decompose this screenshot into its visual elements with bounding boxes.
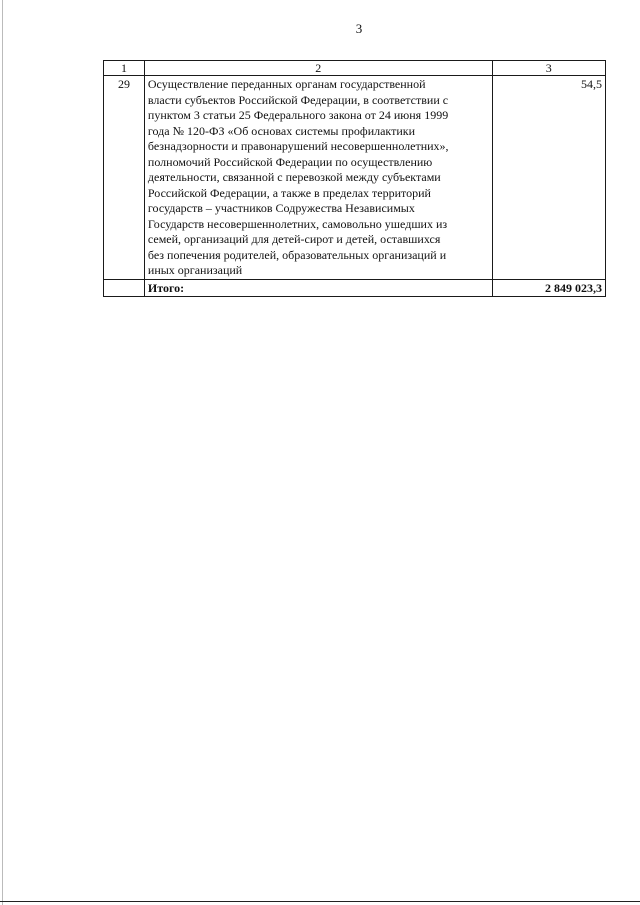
row-number: 29: [104, 76, 145, 280]
total-value: 2 849 023,3: [492, 279, 606, 296]
description-line: иных организаций: [147, 263, 243, 277]
description-line: Государств несовершеннолетних, самовольно ушедших из: [147, 216, 448, 231]
description-line: деятельности, связанной с перевозкой между субъектами: [147, 170, 441, 184]
description-line: Осуществление переданных органам государственной: [147, 77, 426, 91]
description-line: без попечения родителей, образовательных организаций и: [147, 247, 447, 262]
row-description: [144, 76, 492, 280]
column-header-3: 3: [492, 61, 606, 76]
description-line: власти субъектов Российской Федерации, в соответствии с: [147, 92, 449, 107]
row-value: 54,5: [492, 76, 606, 280]
column-header-1: 1: [104, 61, 145, 76]
scan-edge-line: [2, 0, 3, 905]
table-header-row: [104, 61, 606, 76]
total-label: Итого:: [144, 279, 492, 296]
description-line: года № 120-ФЗ «Об основах системы профилактики: [147, 123, 416, 138]
table-row: [104, 76, 606, 280]
scan-bottom-line: [0, 901, 640, 902]
description-line: государств – участников Содружества Независимых: [147, 201, 415, 215]
description-line: семей, организаций для детей-сирот и детей, оставшихся: [147, 232, 441, 246]
description-line: Российской Федерации, а также в пределах территорий: [147, 185, 431, 200]
description-line: безнадзорности и правонарушений несовершеннолетних»,: [147, 139, 449, 153]
allocation-table: [103, 60, 606, 297]
column-header-2: 2: [144, 61, 492, 76]
description-line: полномочий Российской Федерации по осуществлению: [147, 154, 433, 169]
description-line: пунктом 3 статьи 25 Федерального закона от 24 июня 1999: [147, 108, 449, 122]
page-number: 3: [355, 21, 363, 36]
total-row: [104, 279, 606, 296]
total-empty-cell: [104, 279, 145, 296]
